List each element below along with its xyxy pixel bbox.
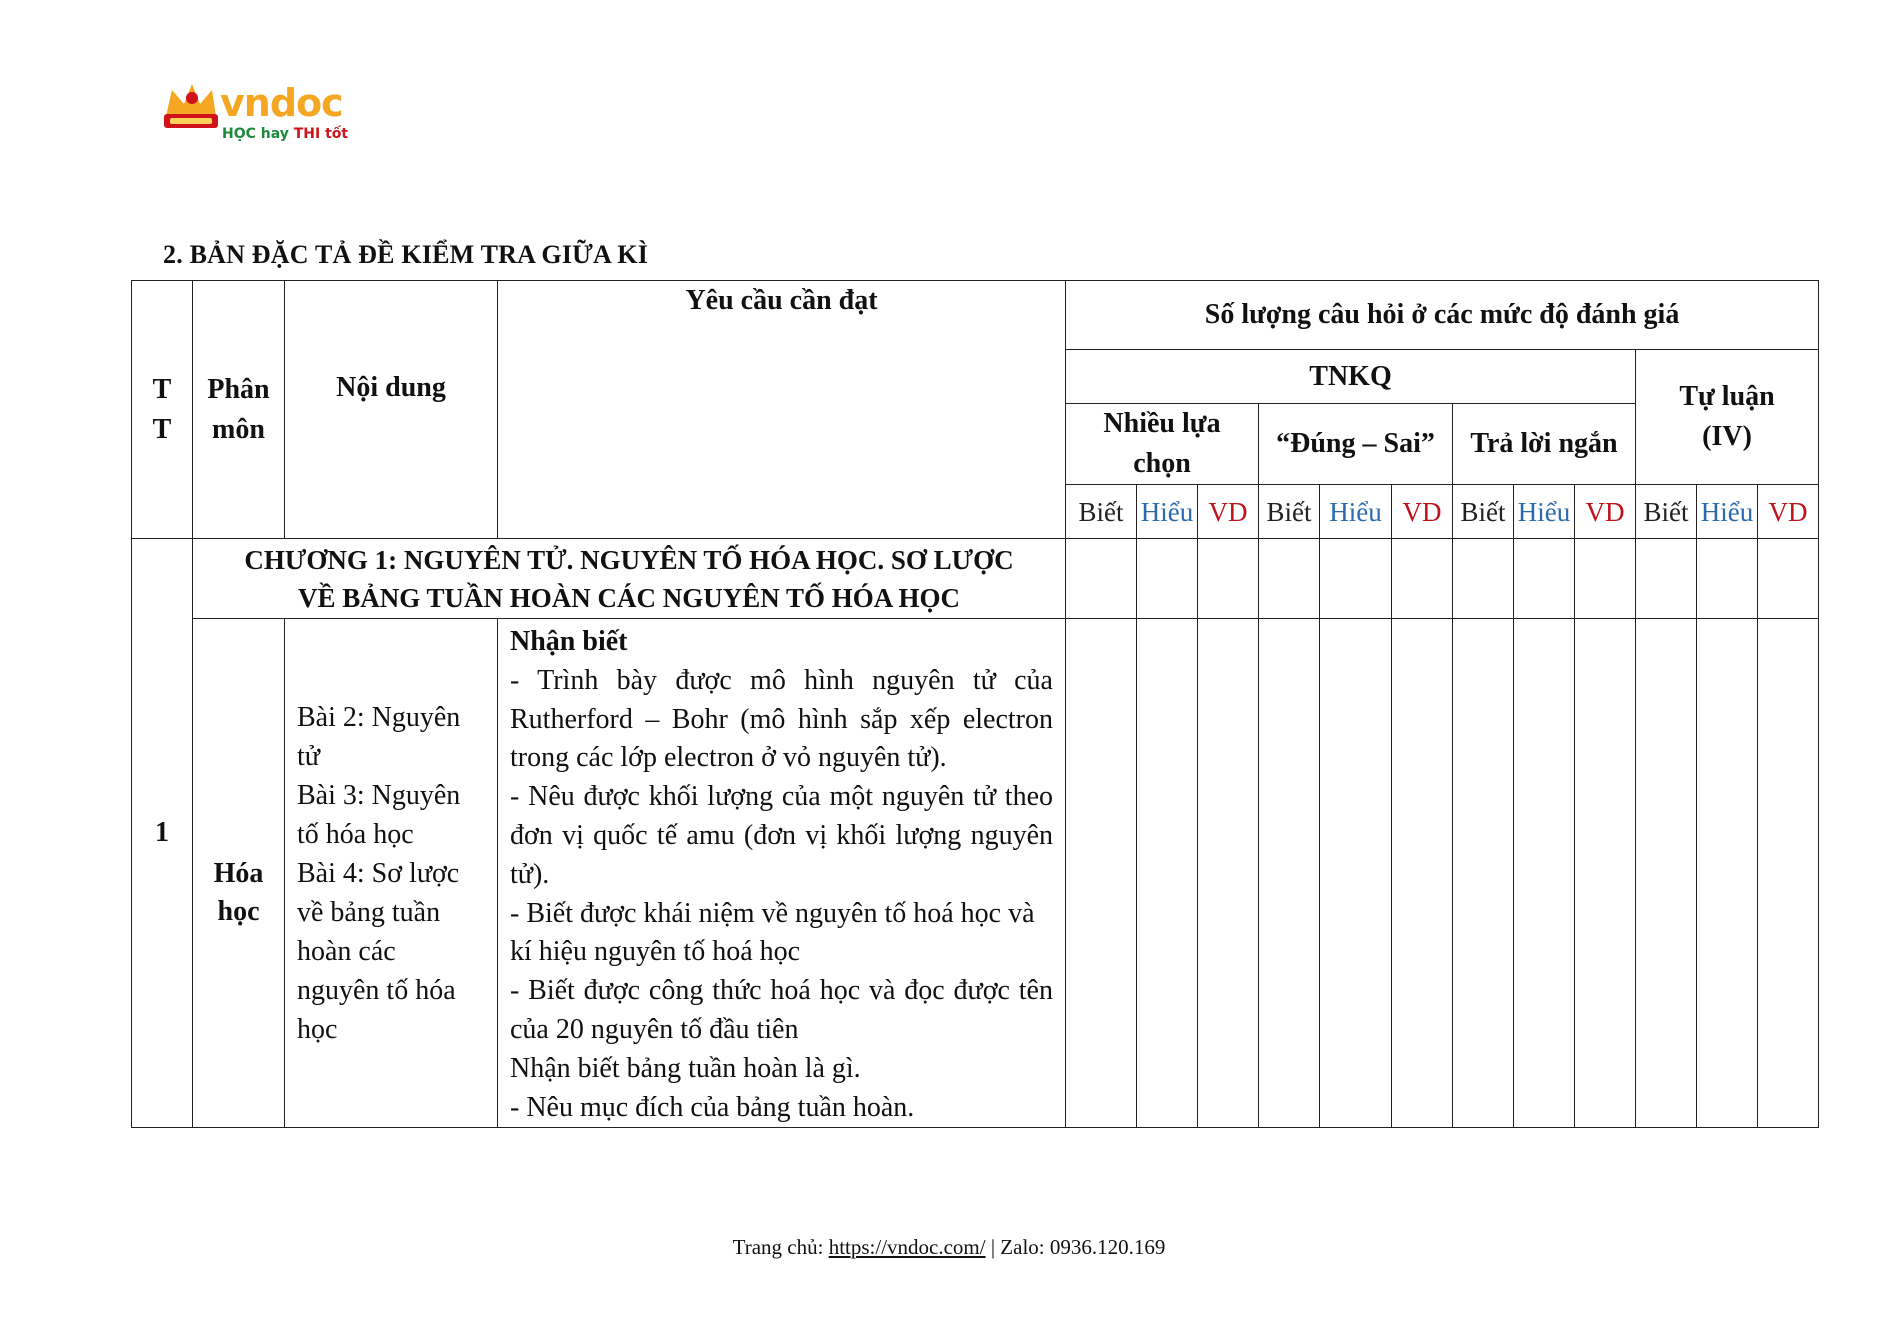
subject-cell: Hóa học bbox=[193, 619, 285, 1128]
footer-contact: | Zalo: 0936.120.169 bbox=[985, 1235, 1166, 1259]
header-noi-dung: Nội dung bbox=[285, 281, 498, 539]
level-vd: VD bbox=[1758, 485, 1819, 539]
count-cell bbox=[1575, 619, 1636, 1128]
count-cell bbox=[1758, 539, 1819, 619]
vndoc-logo bbox=[162, 80, 352, 144]
count-cell bbox=[1259, 539, 1320, 619]
header-dung-sai: “Đúng – Sai” bbox=[1259, 404, 1453, 485]
requirement-item: - Biết được khái niệm về nguyên tố hoá học và kí hiệu nguyên tố hoá học bbox=[510, 897, 1035, 968]
count-cell bbox=[1758, 619, 1819, 1128]
logo-brand-text: vndoc bbox=[220, 81, 343, 125]
footer-home-link[interactable]: https://vndoc.com/ bbox=[828, 1235, 986, 1259]
count-cell bbox=[1066, 539, 1137, 619]
count-cell bbox=[1697, 539, 1758, 619]
level-biet: Biết bbox=[1453, 485, 1514, 539]
level-biet: Biết bbox=[1259, 485, 1320, 539]
requirement-item: - Nêu được khối lượng của một nguyên tử theo đơn vị quốc tế amu (đơn vị khối lượng nguyên tử). bbox=[510, 781, 1053, 890]
level-biet: Biết bbox=[1066, 485, 1137, 539]
requirements-cell bbox=[498, 619, 1066, 1128]
count-cell bbox=[1392, 539, 1453, 619]
count-cell bbox=[1320, 619, 1392, 1128]
page-footer bbox=[0, 1235, 1898, 1260]
header-nhieu-lua-chon: Nhiều lựa chọn bbox=[1066, 404, 1259, 485]
chapter-title: CHƯƠNG 1: NGUYÊN TỬ. NGUYÊN TỐ HÓA HỌC. SƠ LƯỢC VỀ BẢNG TUẦN HOÀN CÁC NGUYÊN TỐ HÓA HỌC bbox=[193, 539, 1066, 619]
count-cell bbox=[1636, 619, 1697, 1128]
count-cell bbox=[1392, 619, 1453, 1128]
requirement-item: Nhận biết bảng tuần hoàn là gì. bbox=[510, 1052, 861, 1084]
count-cell bbox=[1514, 539, 1575, 619]
level-vd: VD bbox=[1392, 485, 1453, 539]
level-biet: Biết bbox=[1636, 485, 1697, 539]
level-vd: VD bbox=[1198, 485, 1259, 539]
logo-tagline: HỌC hay THI tốt bbox=[222, 126, 349, 142]
count-cell bbox=[1259, 619, 1320, 1128]
footer-prefix: Trang chủ: bbox=[732, 1235, 829, 1259]
level-hieu: Hiểu bbox=[1514, 485, 1575, 539]
count-cell bbox=[1514, 619, 1575, 1128]
count-cell bbox=[1697, 619, 1758, 1128]
requirement-item: - Nêu mục đích của bảng tuần hoàn. bbox=[510, 1091, 915, 1123]
header-tra-loi-ngan: Trả lời ngắn bbox=[1453, 404, 1636, 485]
document-title: 2. BẢN ĐẶC TẢ ĐỀ KIỂM TRA GIỮA KÌ bbox=[163, 240, 649, 269]
count-cell bbox=[1575, 539, 1636, 619]
requirement-item: - Trình bày được mô hình nguyên tử của Rutherford – Bohr (mô hình sắp xếp electron trong các lớp electron ở vỏ nguyên tử). bbox=[510, 664, 1053, 774]
count-cell bbox=[1066, 619, 1137, 1128]
count-cell bbox=[1320, 539, 1392, 619]
level-hieu: Hiểu bbox=[1320, 485, 1392, 539]
specification-table bbox=[131, 280, 1819, 1128]
level-hieu: Hiểu bbox=[1137, 485, 1198, 539]
header-so-luong: Số lượng câu hỏi ở các mức độ đánh giá bbox=[1066, 281, 1819, 350]
header-tt: T T bbox=[132, 281, 193, 539]
content-cell: Bài 2: Nguyên tử Bài 3: Nguyên tố hóa học Bài 4: Sơ lược về bảng tuần hoàn các nguyên tố hóa học bbox=[285, 619, 498, 1128]
level-vd: VD bbox=[1575, 485, 1636, 539]
count-cell bbox=[1137, 539, 1198, 619]
requirement-item: - Biết được công thức hoá học và đọc được tên của 20 nguyên tố đầu tiên bbox=[510, 975, 1053, 1045]
header-phan-mon: Phân môn bbox=[193, 281, 285, 539]
count-cell bbox=[1636, 539, 1697, 619]
header-tnkq: TNKQ bbox=[1066, 350, 1636, 404]
header-yeu-cau: Yêu cầu cần đạt bbox=[498, 281, 1066, 539]
level-hieu: Hiểu bbox=[1697, 485, 1758, 539]
count-cell bbox=[1453, 539, 1514, 619]
row-tt: 1 bbox=[132, 539, 193, 1128]
count-cell bbox=[1137, 619, 1198, 1128]
count-cell bbox=[1198, 619, 1259, 1128]
header-tu-luan: Tự luận (IV) bbox=[1636, 350, 1819, 485]
count-cell bbox=[1198, 539, 1259, 619]
count-cell bbox=[1453, 619, 1514, 1128]
vndoc-logo-graphic bbox=[162, 80, 352, 144]
requirement-level: Nhận biết bbox=[510, 626, 628, 657]
